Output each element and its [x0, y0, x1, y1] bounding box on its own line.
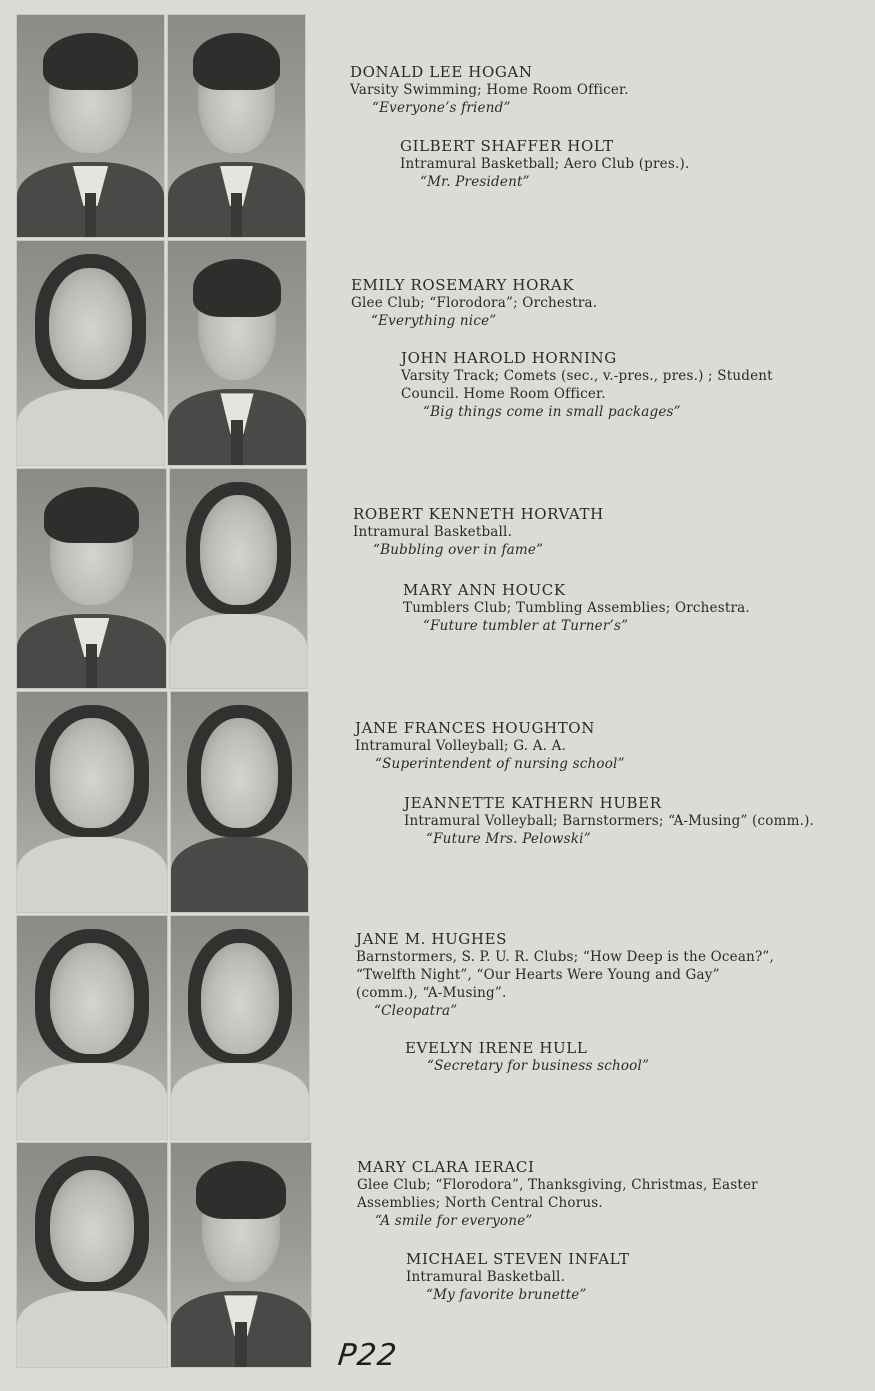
student-quote: “Future tumbler at Turner’s”	[423, 618, 629, 634]
portrait-photo	[170, 691, 309, 913]
portrait-photo	[167, 14, 306, 238]
student-activities: Intramural Volleyball; G. A. A.	[355, 738, 567, 754]
student-entry	[400, 137, 830, 191]
student-quote: “Future Mrs. Pelowski”	[426, 831, 591, 847]
student-name: JEANNETTE KATHERN HUBER	[404, 794, 662, 812]
student-entry	[355, 719, 835, 773]
portrait-photo	[16, 915, 168, 1140]
student-activities: Glee Club; “Florodora”, Thanksgiving, Christmas, Easter Assemblies; North Central Chorus.	[357, 1177, 758, 1211]
student-quote: “Superintendent of nursing school”	[375, 756, 625, 772]
student-name: JOHN HAROLD HORNING	[401, 349, 617, 367]
student-quote: “Everyone’s friend”	[372, 100, 511, 116]
portrait-photo	[170, 1142, 312, 1368]
student-activities: Intramural Volleyball; Barnstormers; “A-Musing” (comm.).	[404, 813, 815, 829]
student-activities: Glee Club; “Florodora”; Orchestra.	[351, 295, 598, 311]
student-entry	[401, 349, 826, 421]
portrait-photo	[167, 240, 307, 466]
student-quote: “Big things come in small packages”	[423, 404, 681, 420]
student-name: JANE M. HUGHES	[356, 930, 507, 948]
student-quote: “My favorite brunette”	[426, 1287, 587, 1303]
student-quote: “Bubbling over in fame”	[373, 542, 544, 558]
student-quote: “A smile for everyone”	[375, 1213, 533, 1229]
student-quote: “Everything nice”	[371, 313, 497, 329]
student-entry	[403, 581, 833, 635]
student-entry	[357, 1158, 787, 1230]
student-activities: Intramural Basketball.	[353, 524, 513, 540]
student-entry	[404, 794, 830, 848]
student-activities: Barnstormers, S. P. U. R. Clubs; “How Deep is the Ocean?”, “Twelfth Night”, “Our Hearts Were Young and Gay” (comm.), “A-Musing”.	[356, 949, 775, 1001]
handwritten-page-number: P22	[336, 1338, 400, 1373]
student-entry	[405, 1039, 830, 1075]
student-entry	[351, 276, 831, 330]
student-activities: Intramural Basketball.	[406, 1269, 566, 1285]
student-name: JANE FRANCES HOUGHTON	[355, 719, 595, 737]
student-activities: Varsity Track; Comets (sec., v.-pres., pres.) ; Student Council. Home Room Officer.	[401, 368, 773, 402]
student-name: EMILY ROSEMARY HORAK	[351, 276, 575, 294]
student-activities: Varsity Swimming; Home Room Officer.	[350, 82, 629, 98]
student-activities: Tumblers Club; Tumbling Assemblies; Orchestra.	[403, 600, 750, 616]
portrait-photo	[16, 1142, 168, 1368]
student-activities: Intramural Basketball; Aero Club (pres.).	[400, 156, 690, 172]
portrait-photo	[16, 14, 165, 238]
student-name: MICHAEL STEVEN INFALT	[406, 1250, 630, 1268]
student-name: DONALD LEE HOGAN	[350, 63, 533, 81]
portrait-photo	[16, 468, 167, 689]
portrait-photo	[169, 468, 308, 689]
student-entry	[353, 505, 833, 559]
student-name: EVELYN IRENE HULL	[405, 1039, 588, 1057]
student-entry	[406, 1250, 826, 1304]
student-quote: “Secretary for business school”	[427, 1058, 650, 1074]
student-quote: “Mr. President”	[420, 174, 530, 190]
student-entry	[356, 930, 780, 1020]
student-entry	[350, 63, 830, 117]
student-name: MARY ANN HOUCK	[403, 581, 566, 599]
student-name: ROBERT KENNETH HORVATH	[353, 505, 604, 523]
student-quote: “Cleopatra”	[374, 1003, 458, 1019]
student-name: GILBERT SHAFFER HOLT	[400, 137, 614, 155]
portrait-photo	[170, 915, 310, 1140]
portrait-photo	[16, 691, 168, 913]
student-name: MARY CLARA IERACI	[357, 1158, 535, 1176]
portrait-photo	[16, 240, 165, 466]
